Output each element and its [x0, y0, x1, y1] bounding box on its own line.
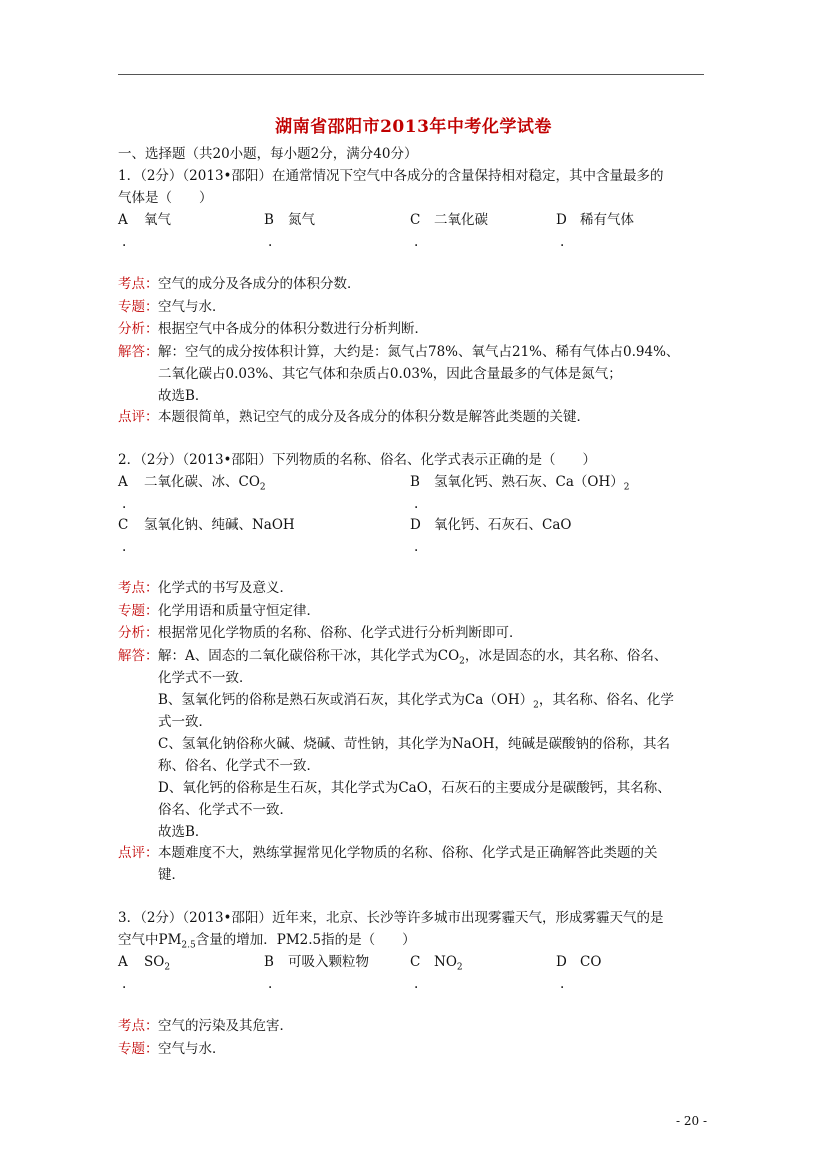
q2-stem: 2．（2分）（2013•邵阳）下列物质的名称、俗名、化学式表示正确的是（ ）	[118, 452, 596, 468]
option-dot: .	[122, 539, 127, 555]
page-title: 湖南省邵阳市2013年中考化学试卷	[275, 117, 552, 137]
q2-jieda-line1: 解：A、固态的二氧化碳俗称干冰，其化学式为$CO_2$，冰是固态的水，其名称、俗名、	[158, 648, 668, 667]
q1-option-a-letter: A	[118, 212, 128, 228]
q2-zhuanti: 化学用语和质量守恒定律．	[158, 603, 320, 619]
zhuanti-label: 专题：	[118, 603, 159, 619]
q3-option-c: $NO_2$	[434, 954, 463, 973]
jieda-label: 解答：	[118, 648, 159, 664]
option-dot: .	[414, 496, 419, 512]
option-dot: .	[122, 234, 127, 250]
q1-dianping: 本题很简单，熟记空气的成分及各成分的体积分数是解答此类题的关键．	[158, 409, 590, 425]
q3-option-c-letter: C	[410, 954, 421, 970]
q2-jieda-line9: 故选B．	[158, 824, 209, 840]
q2-option-b-letter: B	[410, 474, 420, 490]
dianping-label: 点评：	[118, 409, 159, 425]
page-number: - 20 -	[676, 1114, 708, 1128]
q2-fenxi: 根据常见化学物质的名称、俗称、化学式进行分析判断即可．	[158, 625, 523, 641]
q1-stem-line2: 气体是（ ）	[118, 190, 213, 206]
jieda-label: 解答：	[118, 344, 159, 360]
q2-jieda-line4: 式一致．	[158, 714, 212, 730]
q2-option-a: 二氧化碳、冰、$CO_2$	[144, 474, 266, 493]
q1-option-c: 二氧化碳	[434, 212, 488, 228]
q2-option-a-letter: A	[118, 474, 128, 490]
q2-jieda-line3: B、氢氧化钙的俗称是熟石灰或消石灰，其化学式为$Ca(OH)_2$，其名称、俗名、化学	[158, 692, 674, 711]
kaodian-label: 考点：	[118, 580, 159, 596]
q3-option-d: CO	[580, 954, 602, 970]
q1-jieda-line3: 故选B．	[158, 388, 209, 404]
q2-option-b: 氢氧化钙、熟石灰、$Ca(OH)_2$	[434, 474, 630, 493]
q2-jieda-line5: C、氢氧化钠俗称火碱、烧碱、苛性钠，其化学为NaOH，纯碱是碳酸钠的俗称，其名	[158, 736, 671, 752]
header-rule	[118, 74, 704, 75]
option-dot: .	[268, 234, 273, 250]
kaodian-label: 考点：	[118, 276, 159, 292]
section-heading: 一、选择题（共20小题，每小题2分，满分40分）	[118, 146, 418, 162]
q1-zhuanti: 空气与水．	[158, 299, 226, 315]
q2-option-d-letter: D	[410, 517, 421, 533]
option-dot: .	[560, 976, 565, 992]
zhuanti-label: 专题：	[118, 1041, 159, 1057]
q2-jieda-line2: 化学式不一致．	[158, 670, 253, 686]
q2-dianping-line2: 键．	[158, 867, 185, 883]
q3-option-b-letter: B	[264, 954, 274, 970]
q2-jieda-line7: D、氧化钙的俗称是生石灰，其化学式为CaO，石灰石的主要成分是碳酸钙，其名称、	[158, 780, 671, 796]
fenxi-label: 分析：	[118, 625, 159, 641]
q2-option-c-letter: C	[118, 517, 129, 533]
fenxi-label: 分析：	[118, 321, 159, 337]
option-dot: .	[414, 234, 419, 250]
q2-kaodian: 化学式的书写及意义．	[158, 580, 293, 596]
q3-stem-line1: 3．（2分）（2013•邵阳）近年来，北京、长沙等许多城市出现雾霾天气，形成雾霾天气的是	[118, 910, 664, 926]
q2-jieda-line6: 称、俗名、化学式不一致．	[158, 758, 320, 774]
q1-option-d: 稀有气体	[580, 212, 634, 228]
q1-stem-line1: 1．（2分）（2013•邵阳）在通常情况下空气中各成分的含量保持相对稳定，其中含量最多的	[118, 168, 664, 184]
q1-option-b: 氮气	[288, 212, 315, 228]
q2-option-c: 氢氧化钠、纯碱、NaOH	[144, 517, 295, 533]
zhuanti-label: 专题：	[118, 299, 159, 315]
q1-option-b-letter: B	[264, 212, 274, 228]
q2-jieda-line8: 俗名、化学式不一致．	[158, 802, 293, 818]
q1-kaodian: 空气的成分及各成分的体积分数．	[158, 276, 361, 292]
q3-option-a: $SO_2$	[144, 954, 171, 973]
q3-option-a-letter: A	[118, 954, 128, 970]
option-dot: .	[414, 539, 419, 555]
q2-option-d: 氧化钙、石灰石、CaO	[434, 517, 572, 533]
option-dot: .	[414, 976, 419, 992]
q1-option-c-letter: C	[410, 212, 421, 228]
option-dot: .	[560, 234, 565, 250]
q1-jieda-line1: 解：空气的成分按体积计算，大约是：氮气占78%、氧气占21%、稀有气体占0.94%、	[158, 344, 680, 360]
q1-jieda-line2: 二氧化碳占0.03%、其它气体和杂质占0.03%，因此含量最多的气体是氮气；	[158, 366, 622, 382]
option-dot: .	[268, 976, 273, 992]
q1-option-a: 氧气	[144, 212, 171, 228]
q1-fenxi: 根据空气中各成分的体积分数进行分析判断．	[158, 321, 428, 337]
q3-option-d-letter: D	[556, 954, 567, 970]
kaodian-label: 考点：	[118, 1018, 159, 1034]
dianping-label: 点评：	[118, 845, 159, 861]
q3-kaodian: 空气的污染及其危害．	[158, 1018, 293, 1034]
option-dot: .	[122, 496, 127, 512]
q1-option-d-letter: D	[556, 212, 567, 228]
q3-zhuanti: 空气与水．	[158, 1041, 226, 1057]
q3-option-b: 可吸入颗粒物	[288, 954, 369, 970]
option-dot: .	[122, 976, 127, 992]
q3-stem-line2: 空气中$PM_{2.5}$含量的增加．PM2.5指的是（ ）	[118, 932, 416, 951]
q2-dianping-line1: 本题难度不大，熟练掌握常见化学物质的名称、俗称、化学式是正确解答此类题的关	[158, 845, 658, 861]
